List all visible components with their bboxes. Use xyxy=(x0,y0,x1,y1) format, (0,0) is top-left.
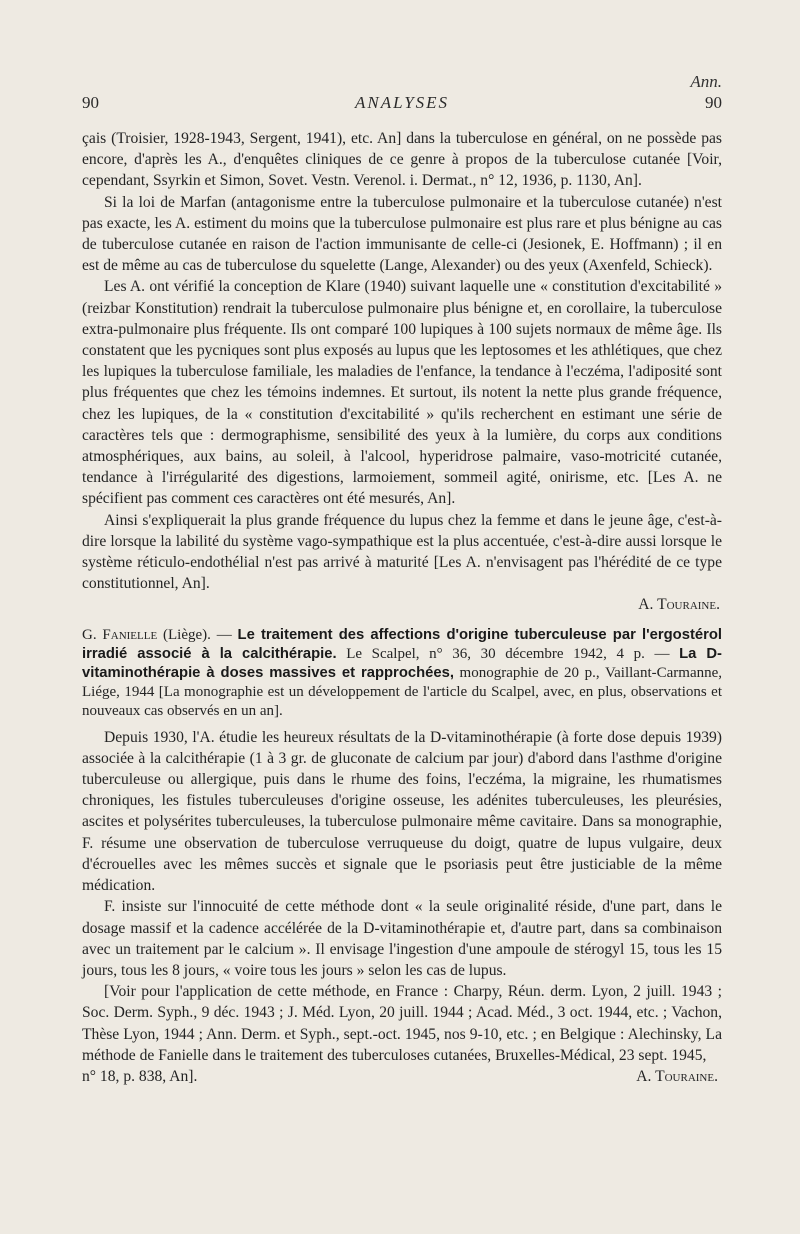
entry-reference-2: monographie de 20 p., Vaillant-Carmanne, Liége, 1944 [La monographie est un développement de l'article du Scalpel, avec, en plus, observations et nouveaux cas observés en un an]. xyxy=(82,664,723,719)
entry-author: G. Fanielle xyxy=(82,626,158,643)
paragraph: çais (Troisier, 1928-1943, Sergent, 1941), etc. An] dans la tuberculose en général, on ne possède pas encore, d'après les A., d'enquêtes cliniques de ce genre à propos de la tuberculose cutanée [Voir, cependant, Ssyrkin et Simon, Sovet. Vestn. Verenol. i. Dermat., n° 12, 1936, p. 1130, An]. xyxy=(82,130,722,190)
entry-place: (Liège). — xyxy=(157,626,238,643)
paragraph: Les A. ont vérifié la conception de Klare (1940) suivant laquelle une « constitution d'excitabilité » (reizbar Konstitution) rendrait la tuberculose pulmonaire plus bénigne et, en corollaire, la tuberculose extra-pulmonaire plus fréquente. Ils ont comparé 100 lupiques à 100 sujets normaux de même âge. Ils constatent que les pycniques sont plus exposés au lupus que les leptosomes et les athlétiques, que chez les lupiques la tuberculose familiale, les maladies de l'enfance, la tendance à l'eczéma, l'adiposité sont plus fréquentes que chez les témoins indemnes. Et surtout, ils notent la nette plus grande fréquence, chez les lupiques, de la « constitution d'excitabilité » qu'ils recherchent en estimant une série de caractères tels que : dermographisme, sensibilité des yeux à la lumière, du corps aux conditions atmosphériques, aux bains, au soleil, à l'alcool, hyperidrose palmaire, vaso-motricité cutanée, tendance à l'irrégularité des digestions, larmoiement, sommeil agité, onirisme, etc. [Les A. ne spécifient pas comment ces caractères ont été mesurés, An]. xyxy=(82,278,722,508)
entry-reference: Le Scalpel, n° 36, 30 décembre 1942, 4 p. — xyxy=(336,645,680,662)
entry-title: Le traitement des affections d'origine tuberculeuse par l'ergostérol irradié associé à la calcithérapie. xyxy=(82,626,723,662)
bibliographic-entry xyxy=(82,626,722,721)
signature: A. Touraine. xyxy=(636,1067,718,1085)
page-header xyxy=(82,93,722,113)
section-title: ANALYSES xyxy=(354,93,450,112)
signature: A. Touraine. xyxy=(638,596,720,614)
paragraph: Ainsi s'expliquerait la plus grande fréquence du lupus chez la femme et dans le jeune âge, c'est-à-dire lorsque la labilité du système vago-sympathique est la plus accentuée, c'est-à-dire aussi lorsque le système réticulo-endothélial n'est pas arrivé à maturité [Les A. n'envisagent pas l'hérédité de ce type constitutionnel, An]. xyxy=(82,511,722,593)
running-corner-label: Ann. xyxy=(690,72,722,91)
paragraph: [Voir pour l'application de cette méthode, en France : Charpy, Réun. derm. Lyon, 2 juill. 1943 ; Soc. Derm. Syph., 9 déc. 1943 ; J. Méd. Lyon, 20 juill. 1944 ; Acad. Méd., 3 oct. 1944, etc. ; Vachon, Thèse Lyon, 1944 ; Ann. Derm. et Syph., sept.-oct. 1945, nos 9-10, etc. ; en Belgique : Alechinsky, La méthode de Fanielle dans le traitement des tuberculoses cutanées, Bruxelles-Médical, 23 sept. 1945, xyxy=(82,983,722,1064)
paragraph: Depuis 1930, l'A. étudie les heureux résultats de la D-vitaminothérapie (à forte dose depuis 1939) associée à la calcithérapie (1 à 3 gr. de gluconate de calcium par jour) d'abord dans l'asthme d'origine tuberculeuse ou allergique, puis dans le rhume des foins, l'eczéma, la migraine, les rhumatismes chroniques, les fistules tuberculeuses d'origine osseuse, les adénites tuberculeuses, les pleurésies, ascites et polysérites tuberculeuses, la tuberculose pulmonaire même cavitaire. Dans sa monographie, F. résume une observation de tuberculose verruqueuse du doigt, quatre de lupus vulgaire, deux d'écrouelles avec les mêmes succès et signale que le psoriasis peut être justiciable de la même médication. xyxy=(82,728,722,895)
page-number-right: 90 xyxy=(705,93,722,112)
page-number-left: 90 xyxy=(82,93,99,112)
entry-title-2: La D-vitaminothérapie à doses massives et rapprochées, xyxy=(82,645,722,681)
paragraph: F. insiste sur l'innocuité de cette méthode dont « la seule originalité réside, d'une part, dans le dosage massif et la cadence accélérée de la D-vitaminothérapie et, d'autre part, dans sa combinaison avec un traitement par le calcium ». Il envisage l'ingestion d'une ampoule de stérogyl 15, tous les 15 jours, tous les 8 jours, « voire tous les jours » selon les cas de lupus. xyxy=(82,898,722,979)
article-body xyxy=(82,128,722,1087)
closing-line xyxy=(82,1066,722,1087)
paragraph: Si la loi de Marfan (antagonisme entre la tuberculose pulmonaire et la tuberculose cutanée) n'est pas exacte, les A. estiment du moins que la tuberculose pulmonaire est plus rare et plus bénigne au cas de tuberculose cutanée en raison de l'action immunisante de celle-ci (Jesionek, E. Hoffmann) ; il en est de même au cas de tuberculose du squelette (Lange, Alexander) ou des yeux (Axenfeld, Schieck). xyxy=(82,193,722,275)
closing-reference: n° 18, p. 838, An]. xyxy=(82,1067,198,1085)
